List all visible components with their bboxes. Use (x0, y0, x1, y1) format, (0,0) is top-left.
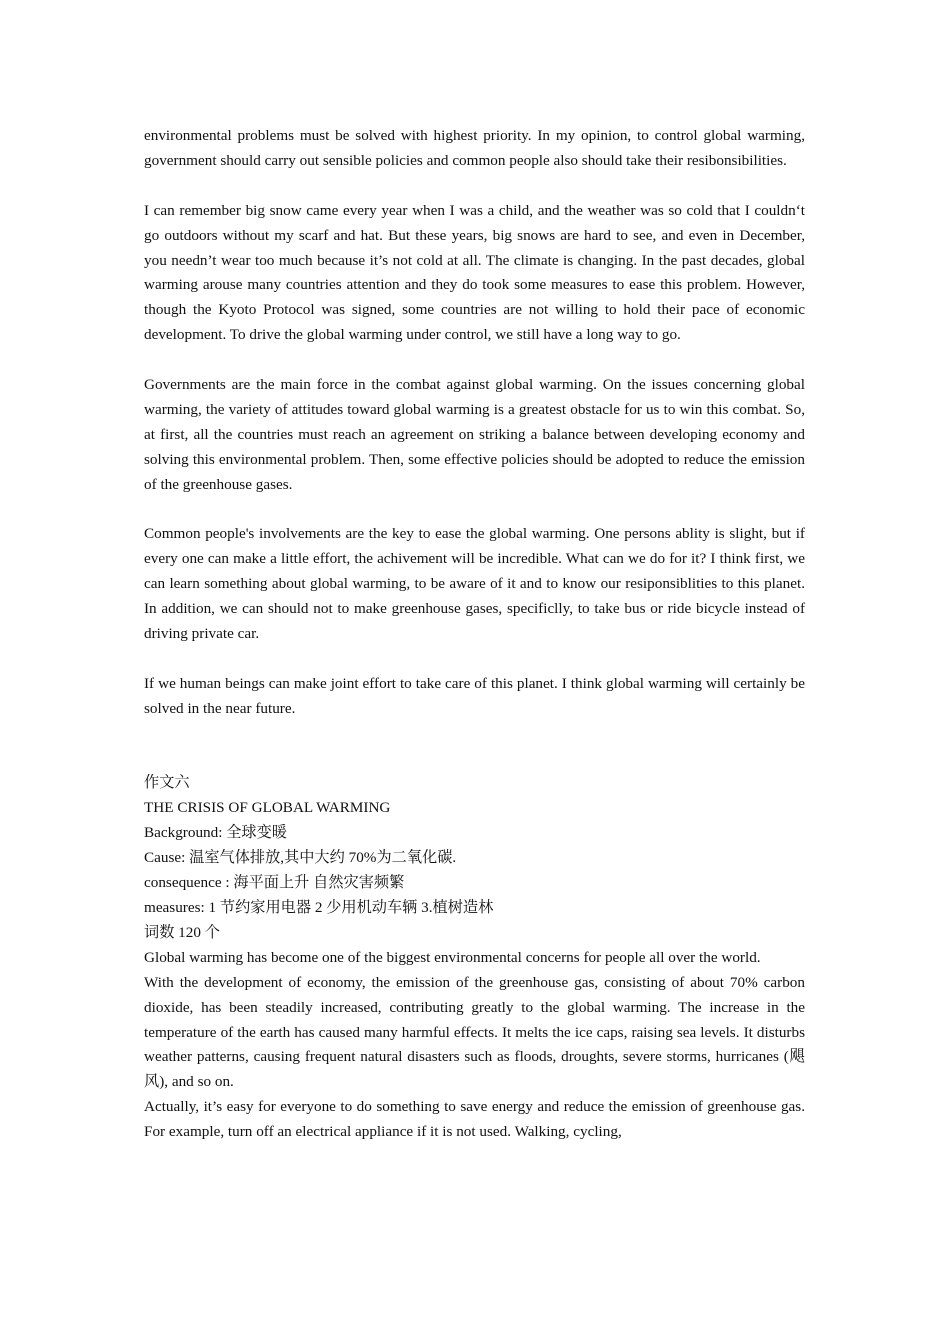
paragraph-gap (144, 174, 805, 199)
essay-consequence: consequence : 海平面上升 自然灾害频繁 (144, 874, 405, 892)
essay-body-paragraph-3: Actually, it’s easy for everyone to do something to save energy and reduce the emission of greenhouse gas. For example, turn off an electrical appliance if it is not used. Walking, cycling, (144, 1098, 805, 1141)
paragraph-gap (144, 348, 805, 373)
essay-measures: measures: 1 节约家用电器 2 少用机动车辆 3.植树造林 (144, 899, 494, 917)
paragraph-common-people: Common people's involvements are the key to ease the global warming. One persons ablity is slight, but if every one can make a little effort, the achivement will be incredible. What can we do for it? I think first, we can learn something about global warming, to be aware of it and to know our resiponsiblities to this planet. In addition, we can should not to make greenhouse gases, specificlly, to take bus or ride bicycle instead of driving private car. (144, 525, 805, 643)
paragraph-gap (144, 647, 805, 672)
paragraph-closing: If we human beings can make joint effort to take care of this planet. I think global warming will certainly be solved in the near future. (144, 674, 805, 717)
section-gap (144, 722, 805, 772)
essay-cause: Cause: 温室气体排放,其中大约 70%为二氧化碳. (144, 849, 457, 867)
essay-title: THE CRISIS OF GLOBAL WARMING (144, 799, 391, 817)
paragraph-memory: I can remember big snow came every year when I was a child, and the weather was so cold that I couldn‘t go outdoors without my scarf and hat. But these years, big snows are hard to see, and even in December, you needn’t wear too much because it’s not cold at all. The climate is changing. In the past decades, global warming arouse many countries attention and they do took some measures to ease this problem. However, though the Kyoto Protocol was signed, some countries are not willing to hold their pace of economic development. To drive the global warming under control, we still have a long way to go. (144, 201, 805, 344)
essay-heading: 作文六 (144, 774, 190, 792)
paragraph-governments: Governments are the main force in the combat against global warming. On the issues concerning global warming, the variety of attitudes toward global warming is a greatest obstacle for us to win this combat. So, at first, all the countries must reach an agreement on striking a balance between developing economy and solving this environmental problem. Then, some effective policies should be adopted to reduce the emission of the greenhouse gases. (144, 376, 805, 493)
paragraph-gap (144, 498, 805, 523)
paragraph-intro-conclusion: environmental problems must be solved with highest priority. In my opinion, to control global warming, government should carry out sensible policies and common people also should take their resibonsibilities. (144, 127, 805, 169)
essay-word-count: 词数 120 个 (144, 923, 220, 941)
document-page (144, 124, 805, 1145)
essay-body-paragraph-1: Global warming has become one of the biggest environmental concerns for people all over the world. (144, 948, 761, 966)
essay-background: Background: 全球变暖 (144, 824, 287, 842)
essay-body-paragraph-2: With the development of economy, the emission of the greenhouse gas, consisting of about 70% carbon dioxide, has been steadily increased, contributing greatly to the global warming. The increase in the temperature of the earth has caused many harmful effects. It melts the ice caps, raising sea levels. It disturbs weather patterns, causing frequent natural disasters such as floods, droughts, severe storms, hurricanes (飓风), and so on. (144, 973, 805, 1091)
